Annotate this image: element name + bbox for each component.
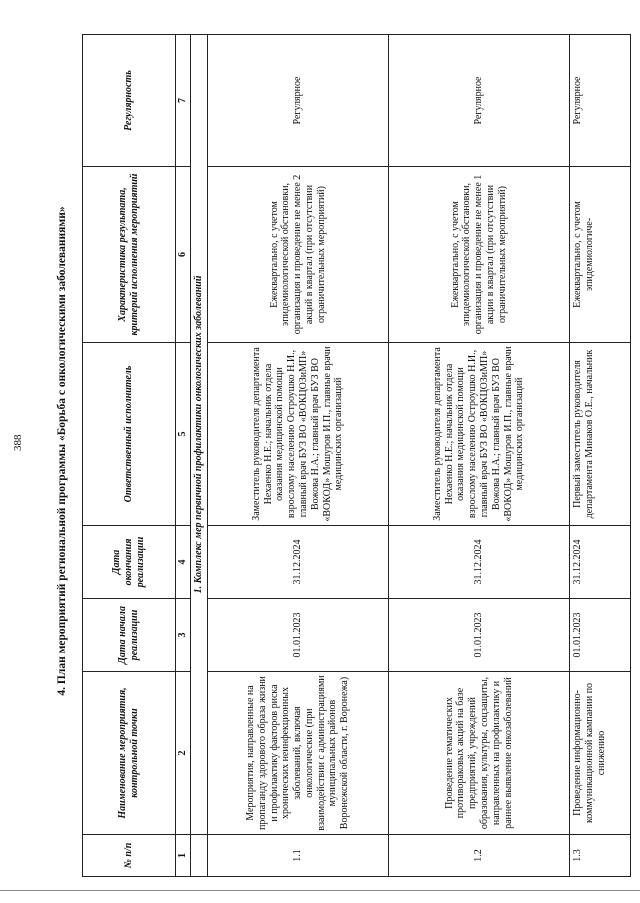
column-number: 3 [176,599,191,672]
section-title: 1. Комплекс мер первичной профилактики онкологических заболеваний [191,35,208,835]
regularity: Регулярное [389,35,570,167]
header-activity-name: Наименование мероприятия, контрольной точки [83,672,176,835]
header-regularity: Регулярность [83,35,176,167]
row-number: 1.2 [389,835,570,877]
column-number: 7 [176,35,191,167]
row-number: 1.3 [570,835,631,877]
result: Ежеквартально, с учетом эпидемиологиче- [570,167,631,343]
column-number: 4 [176,526,191,599]
end-date: 31.12.2024 [570,526,631,599]
start-date: 01.01.2023 [570,599,631,672]
end-date: 31.12.2024 [208,526,389,599]
header-result: Характеристика результата, критерий исполнения мероприятий [83,167,176,343]
rotated-page-content [82,35,630,877]
end-date: 31.12.2024 [389,526,570,599]
table-row [389,35,570,877]
column-number: 6 [176,167,191,343]
column-number: 2 [176,672,191,835]
column-number-row [176,35,191,877]
result: Ежеквартально, с учетом эпидемиологической обстановки, организация и проведение не менее 1 акции в квартал (при отсутствии ограничительных мероприятий) [389,167,570,343]
header-number: № п/п [83,835,176,877]
column-number: 5 [176,343,191,526]
header-start-date: Дата начала реализации [83,599,176,672]
header-responsible: Ответственный исполнитель [83,343,176,526]
table-row [570,35,631,877]
regularity: Регулярное [208,35,389,167]
row-number: 1.1 [208,835,389,877]
responsible: Заместитель руководителя департамента Нехаенко Н.Е.; начальник отдела оказания медицинской помощи взрослому населению Остроушко Н.И., главный врач БУЗ ВО «ВОКЦОЗиМП» Вожова Н.А.; главный врач БУЗ ВО «ВОКОД» Мошуров И.П., главные врачи медицинских организаций [389,343,570,526]
page-number: 388 [12,434,24,451]
regularity: Регулярное [570,35,631,167]
table-header-row [83,35,176,877]
header-end-date: Дата окончания реализации [83,526,176,599]
page-bottom-rule [0,890,640,891]
section-title-row [191,35,208,877]
column-number: 1 [176,835,191,877]
activity-name: Проведение информационно-коммуникационной кампании по снижению [570,672,631,835]
table-row [208,35,389,877]
responsible: Первый заместитель руководителя департамента Минаков О.Е., начальник [570,343,631,526]
activities-plan-table [82,34,631,877]
start-date: 01.01.2023 [389,599,570,672]
result: Ежеквартально, с учетом эпидемиологической обстановки, организация и проведение не менее 2 акций в квартал (при отсутствии ограничительных мероприятий) [208,167,389,343]
responsible: Заместитель руководителя департамента Нехаенко Н.Е.; начальник отдела оказания медицинской помощи взрослому населению Остроушко Н.И., главный врач БУЗ ВО «ВОКЦОЗиМП» Вожова Н.А.; главный врач БУЗ ВО «ВОКОД» Мошуров И.П., главные врачи медицинских организаций [208,343,389,526]
start-date: 01.01.2023 [208,599,389,672]
section-empty-cell [191,835,208,877]
section-heading: 4. План мероприятий региональной программы «Борьба с онкологическими заболеваниями» [56,206,68,696]
activity-name: Мероприятия, направленные на пропаганду здорового образа жизни и профилактику факторов риска хронических неинфекционных заболеваний, включая онкологические (при взаимодействии с администрациями муниципальных районов Воронежской области, г. Воронежа) [208,672,389,835]
activity-name: Проведение тематических противораковых акций на базе предприятий, учреждений образования, культуры, соцзащиты, направленных на профилактику и раннее выявление онкозаболеваний [389,672,570,835]
